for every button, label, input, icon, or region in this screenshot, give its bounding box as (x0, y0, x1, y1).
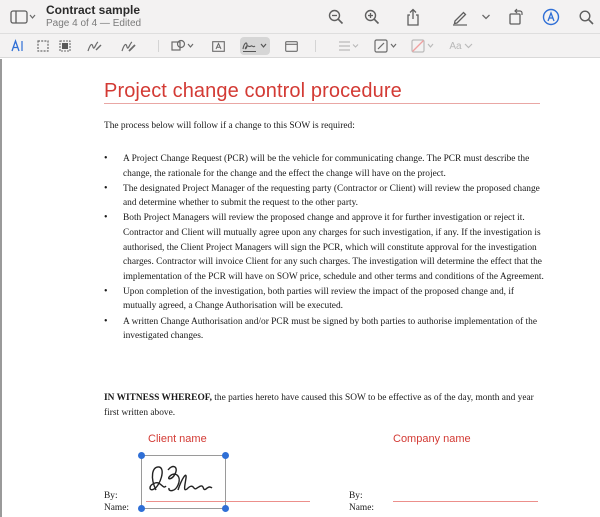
company-name-label: Company name (393, 433, 471, 445)
border-color-button[interactable] (373, 37, 399, 55)
fill-color-icon (411, 39, 435, 53)
rectangle-selection-tool[interactable] (35, 37, 51, 55)
markup-icon (542, 8, 560, 26)
list-item: • A written Change Authorisation and/or PCR must be signed by both parties to authorise implementation of the investigated changes. (104, 315, 544, 344)
dashed-rectangle-icon (37, 40, 49, 52)
document-title: Contract sample (46, 3, 141, 17)
company-by-label: By: (349, 491, 363, 501)
intro-paragraph: The process below will follow if a change to this SOW is required: (104, 121, 355, 131)
list-item: • Upon completion of the investigation, both parties will review the impact of the proposed change and, if mutually agreed, a Change Authorisation will be executed. (104, 285, 544, 314)
line-style-icon (338, 40, 360, 52)
note-tool[interactable] (284, 37, 298, 55)
chevron-down-icon (481, 13, 491, 21)
document-page (0, 59, 600, 517)
list-item: • A Project Change Request (PCR) will be the vehicle for communicating change. The PCR must describe the change, the rationale for the change and the effect the change will have on the project. (104, 152, 544, 181)
title-bar (0, 0, 600, 34)
zoom-out-icon (328, 9, 344, 25)
share-icon (406, 8, 420, 26)
pen-icon (452, 8, 468, 26)
sketch-tool[interactable] (86, 37, 104, 55)
handwritten-signature (142, 456, 225, 508)
page-heading: Project change control procedure (104, 80, 402, 102)
sidebar-toggle-button[interactable] (8, 8, 38, 26)
note-icon (285, 41, 298, 52)
sign-tool[interactable] (240, 37, 270, 55)
resize-handle-top-left[interactable] (138, 452, 145, 459)
search-button[interactable] (577, 8, 595, 26)
toolbar-divider (158, 40, 159, 52)
redact-tool[interactable] (57, 37, 73, 55)
company-signature-line (393, 501, 538, 502)
markup-button[interactable] (541, 7, 561, 27)
shapes-tool[interactable] (170, 37, 196, 55)
rotate-icon (508, 8, 524, 26)
shapes-icon (171, 39, 195, 53)
border-color-icon (374, 39, 398, 53)
resize-handle-bottom-left[interactable] (138, 505, 145, 512)
shape-style-button[interactable] (337, 37, 361, 55)
company-name-field-label: Name: (349, 503, 374, 513)
share-button[interactable] (404, 7, 422, 27)
sidebar-icon (10, 10, 36, 24)
text-cursor-icon (11, 39, 25, 53)
fill-color-button[interactable] (410, 37, 436, 55)
rotate-button[interactable] (507, 7, 525, 27)
text-style-button[interactable] (448, 37, 474, 55)
client-name-field-label: Name: (104, 503, 129, 513)
draw-icon (121, 39, 137, 53)
heading-underline (104, 103, 540, 104)
text-selection-tool[interactable] (10, 37, 26, 55)
resize-handle-bottom-right[interactable] (222, 505, 229, 512)
draw-tool[interactable] (120, 37, 138, 55)
zoom-in-icon (364, 9, 380, 25)
resize-handle-top-right[interactable] (222, 452, 229, 459)
toolbar-divider (315, 40, 316, 52)
redact-icon (59, 40, 71, 52)
list-item: • The designated Project Manager of the requesting party (Contractor or Client) will review the proposed change and determine whether to submit the request to the other party. (104, 182, 544, 211)
signature-icon (241, 39, 269, 53)
text-style-label: Aa (449, 40, 462, 52)
text-box-icon (212, 41, 225, 52)
zoom-out-button[interactable] (327, 8, 345, 26)
text-box-tool[interactable] (211, 37, 225, 55)
page-edge (0, 59, 2, 517)
client-name-label: Client name (148, 433, 207, 445)
markup-toolbar (0, 34, 600, 58)
procedure-list (104, 152, 544, 344)
document-status: Page 4 of 4 — Edited (46, 18, 142, 29)
highlight-button[interactable] (451, 7, 469, 27)
witness-text: the parties hereto have caused this SOW to be effective as of the day, month and year first written above. (104, 393, 534, 418)
sketch-icon (87, 39, 103, 53)
highlight-menu-button[interactable] (480, 11, 492, 23)
witness-paragraph (104, 391, 540, 420)
placed-signature[interactable] (141, 455, 226, 509)
zoom-in-button[interactable] (363, 8, 381, 26)
search-icon (579, 10, 594, 25)
list-item: • Both Project Managers will review the proposed change and approve it for further investigation or reject it. Contractor and Client will mutually agree upon any charges for such investigation, if any. If the investigation is authorised, the Client Project Managers will sign the PCR, which will constitute approval for the investigation charges. Contractor will invoice Client for any such charges. The investigation will determine the effect that the implementation of the PCR will have on SOW price, schedule and other terms and conditions of the Agreement. (104, 211, 544, 284)
client-by-label: By: (104, 491, 118, 501)
chevron-down-icon (464, 42, 473, 50)
witness-lead: IN WITNESS WHEREOF, (104, 393, 212, 403)
